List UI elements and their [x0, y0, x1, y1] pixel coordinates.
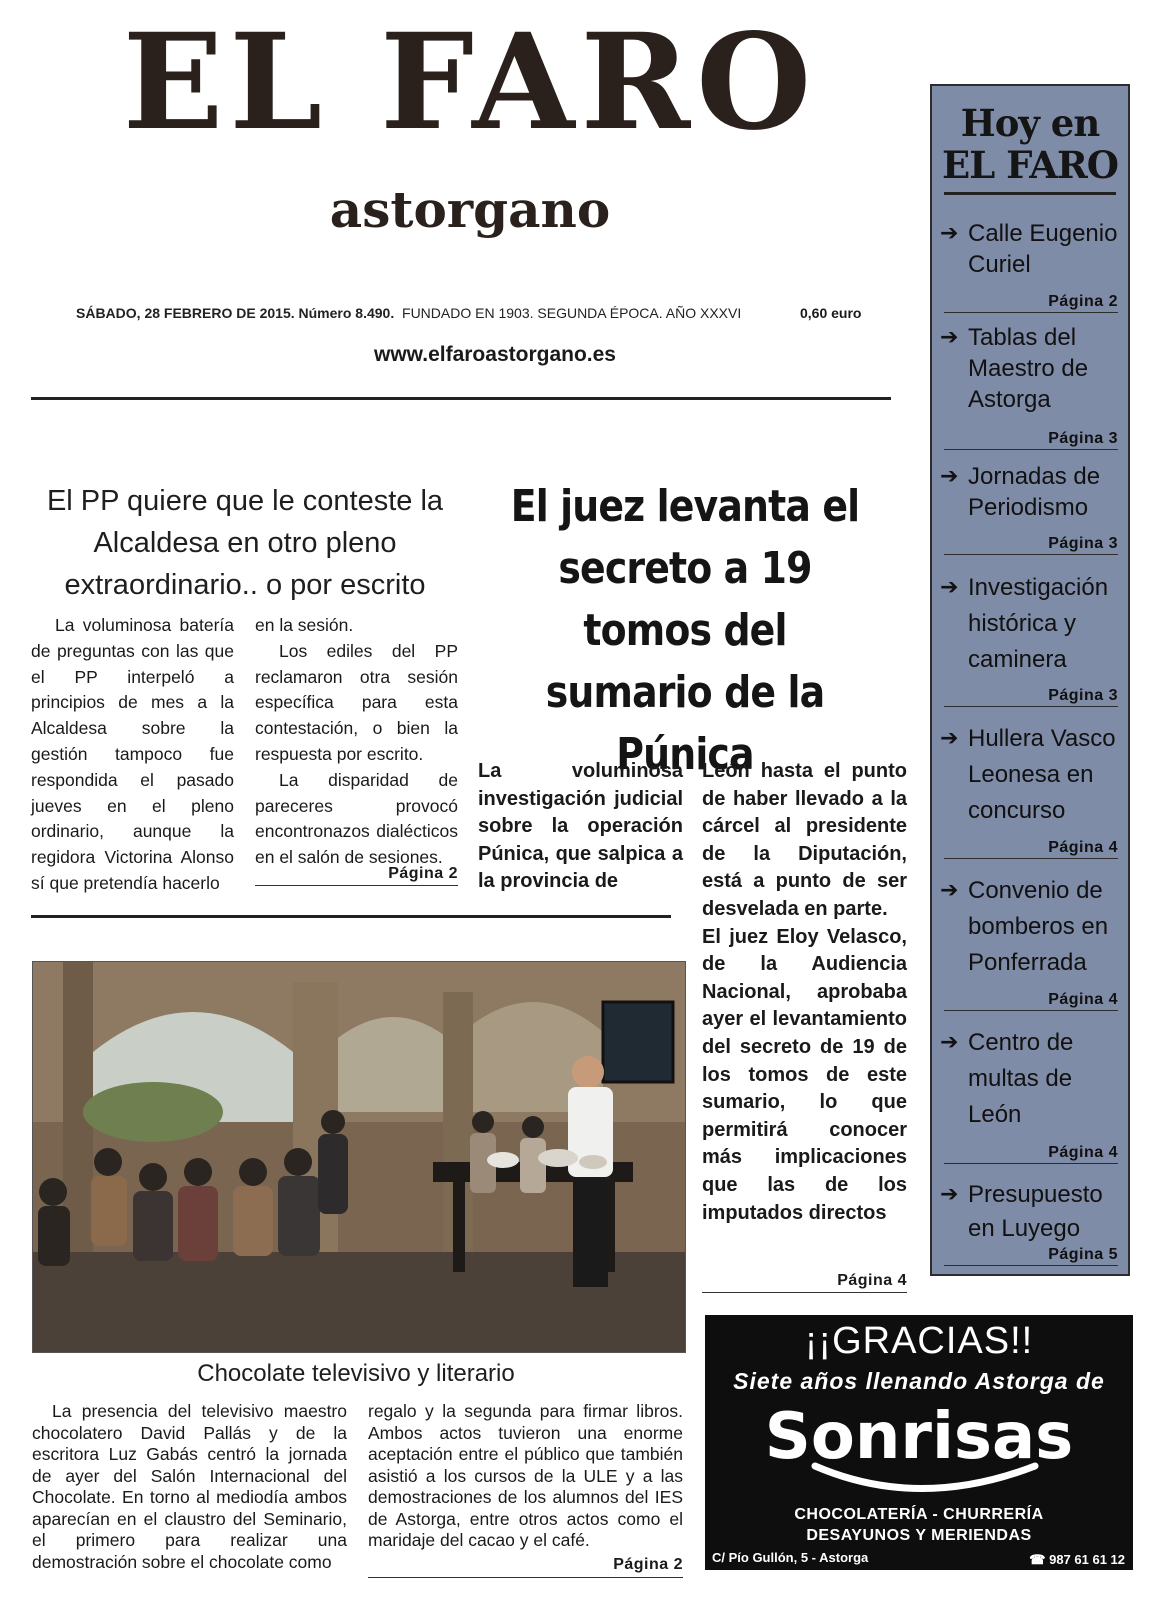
sidebar-item-label: Investigación histórica y caminera: [968, 574, 1109, 673]
sidebar-item-page[interactable]: Página 4: [944, 991, 1118, 1011]
arrow-right-icon: ➔: [940, 1182, 959, 1207]
sidebar-item-page[interactable]: Página 2: [944, 293, 1118, 313]
sidebar-item-label: Tablas del Maestro de Astorga: [968, 324, 1089, 413]
price: 0,60 euro: [800, 305, 862, 321]
chocolate-page-rule: [368, 1577, 683, 1578]
sidebar-title-line2: EL FARO: [942, 143, 1118, 187]
dateline-founded: FUNDADO EN 1903. SEGUNDA ÉPOCA. AÑO XXXVI: [402, 305, 742, 321]
punica-page-ref[interactable]: Página 4: [837, 1272, 907, 1289]
arrow-right-icon: ➔: [940, 221, 959, 246]
arrow-right-icon: ➔: [940, 1030, 959, 1055]
sidebar-item-page[interactable]: Página 4: [944, 1144, 1118, 1164]
chocolate-page-ref[interactable]: Página 2: [613, 1556, 683, 1573]
pp-paragraph: Los ediles del PP reclamaron otra sesión específica para esta contestación, o bien la respuesta por escrito.: [255, 640, 458, 764]
pp-paragraph: La disparidad de pareceres provocó encontronazos dialécticos en el salón de sesiones.: [255, 769, 458, 868]
ad-phone[interactable]: ☎ 987 61 61 12: [1029, 1552, 1125, 1567]
sidebar-item-label: Presupuesto en Luyego: [968, 1181, 1103, 1242]
pp-column-1: [31, 613, 234, 897]
ad-address: C/ Pío Gullón, 5 - Astorga: [712, 1550, 869, 1565]
pp-paragraph: en la sesión.: [255, 615, 354, 635]
ad-subtitle: Siete años llenando Astorga de: [733, 1368, 1105, 1394]
sidebar-item-investigacion[interactable]: [940, 570, 1120, 678]
newspaper-title: EL FARO: [122, 5, 818, 160]
arrow-right-icon: ➔: [940, 464, 959, 489]
sidebar-item-bomberos[interactable]: [940, 873, 1120, 981]
newspaper-subtitle: astorgano: [329, 180, 611, 239]
sidebar-title: [940, 102, 1120, 186]
punica-column-2: [702, 758, 907, 1227]
website-link[interactable]: www.elfaroastorgano.es: [374, 343, 616, 366]
ad-title: ¡¡GRACIAS!!: [804, 1320, 1034, 1362]
punica-paragraph: La voluminosa investigación judicial sobre la operación Púnica, que salpica a la provincia de: [478, 760, 683, 893]
arrow-right-icon: ➔: [940, 575, 959, 600]
sidebar-item-label: Centro de multas de León: [968, 1029, 1074, 1128]
dateline: [76, 303, 742, 323]
pp-page-rule: [255, 885, 458, 886]
punica-paragraph: León hasta el punto de haber llevado a la cárcel al presidente de la Diputación, está a punto de ser desvelada en parte.: [702, 760, 907, 920]
chocolate-demo-photo: [32, 961, 686, 1353]
arrow-right-icon: ➔: [940, 878, 959, 903]
chocolate-paragraph: La presencia del televisivo maestro chocolatero David Pallás y de la escritora Luz Gabás centró la jornada de ayer del Salón Internacional del Chocolate. En torno al mediodía ambos aparecían en el claustro del Seminario, el primero para realizar una demostración sobre el chocolate como: [32, 1401, 347, 1572]
photo-illustration: [33, 962, 685, 1352]
sidebar-item-label: Hullera Vasco Leonesa en concurso: [968, 725, 1116, 824]
chocolate-paragraph: regalo y la segunda para firmar libros. Ambos actos tuvieron una enorme aceptación entre el público que también asistió a los cursos de la ULE y a las demostraciones de los alumnos del IES de Astorga, entre otros actos como el maridaje del cacao y el café.: [368, 1401, 683, 1550]
sidebar-item-page[interactable]: Página 3: [944, 535, 1118, 555]
sidebar-title-line1: Hoy en: [960, 101, 1100, 145]
ad-brand: Sonrisas: [764, 1400, 1074, 1474]
pp-column-2: [255, 613, 458, 871]
sidebar-title-rule: [944, 192, 1116, 195]
ad-line-1: CHOCOLATERÍA - CHURRERÍA: [794, 1506, 1044, 1523]
sonrisas-logo: [705, 1396, 1133, 1496]
sidebar-item-label: Calle Eugenio Curiel: [968, 220, 1118, 278]
sidebar-item-page[interactable]: Página 4: [944, 839, 1118, 859]
sidebar-item-jornadas-periodismo[interactable]: [940, 461, 1120, 523]
sidebar-item-page[interactable]: Página 3: [944, 430, 1118, 450]
pp-paragraph: La voluminosa batería de preguntas con las que el PP interpeló a principios de mes a la Alcaldesa sobre la gestión tampoco fue respondida el pasado jueves en el pleno ordinario, aunque la regidora Victorina Alonso sí que pretendía hacerlo: [31, 615, 234, 893]
pp-page-ref[interactable]: Página 2: [388, 865, 458, 882]
punica-page-rule: [702, 1292, 907, 1293]
sidebar-item-tablas-maestro[interactable]: [940, 322, 1120, 415]
sidebar-item-presupuesto[interactable]: [940, 1178, 1120, 1246]
sidebar-item-page[interactable]: Página 5: [944, 1246, 1118, 1266]
pp-divider: [31, 915, 671, 918]
sidebar-item-page[interactable]: Página 3: [944, 687, 1118, 707]
sidebar-item-hullera[interactable]: [940, 721, 1120, 829]
punica-paragraph: El juez Eloy Velasco, de la Audiencia Nacional, aprobaba ayer el levantamiento del secreto de 19 de los tomos de este sumario, lo que permitirá conocer más implicaciones que las de los imputados directos: [702, 925, 907, 1224]
sidebar-item-label: Convenio de bomberos en Ponferrada: [968, 877, 1109, 976]
sidebar-item-label: Jornadas de Periodismo: [968, 463, 1101, 521]
ad-line-2: DESAYUNOS Y MERIENDAS: [806, 1527, 1032, 1544]
sidebar-item-multas[interactable]: [940, 1025, 1120, 1133]
punica-headline[interactable]: El juez levanta el secreto a 19 tomos del sumario de la Púnica: [510, 481, 860, 780]
sidebar-item-eugenio-curiel[interactable]: [940, 218, 1120, 280]
chocolate-headline[interactable]: Chocolate televisivo y literario: [197, 1360, 515, 1387]
dateline-date: SÁBADO, 28 FEBRERO DE 2015. Número 8.490.: [76, 305, 395, 321]
punica-column-1: [478, 758, 683, 896]
arrow-right-icon: ➔: [940, 726, 959, 751]
arrow-right-icon: ➔: [940, 325, 959, 350]
chocolate-column-2: [368, 1401, 683, 1552]
chocolate-column-1: [32, 1401, 347, 1573]
masthead-divider: [31, 397, 891, 400]
pp-headline[interactable]: El PP quiere que le conteste la Alcaldesa en otro pleno extraordinario.. o por escrito: [46, 485, 444, 601]
